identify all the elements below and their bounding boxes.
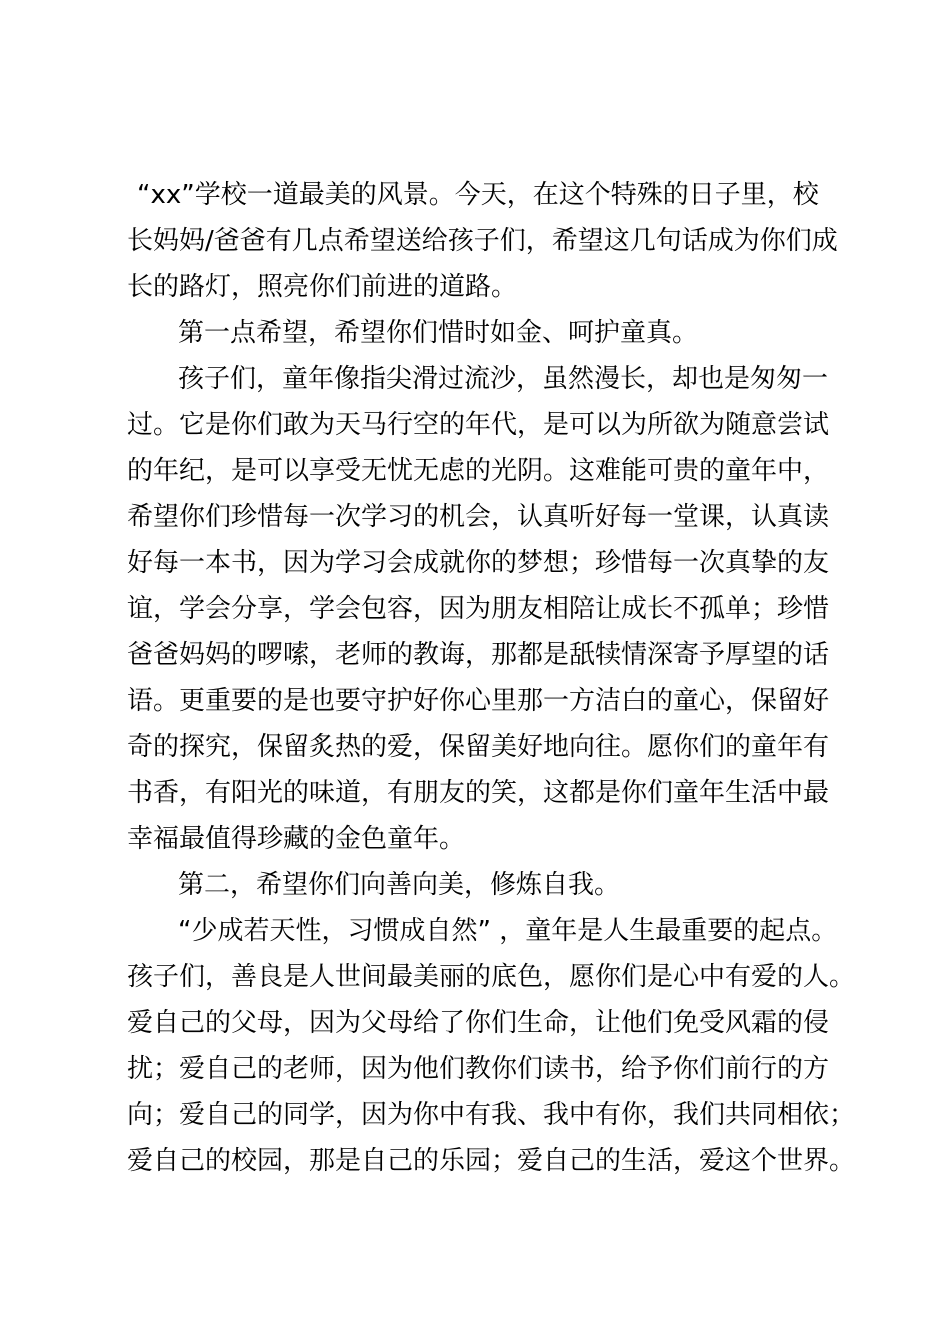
text-line: 希望你们珍惜每一次学习的机会，认真听好每一堂课，认真读	[127, 502, 830, 532]
text-line: 幸福最值得珍藏的金色童年。	[127, 824, 466, 854]
text-line: 向；爱自己的同学，因为你中有我、我中有你，我们共同相依；	[127, 1100, 856, 1130]
text-line: 爱自己的校园，那是自己的乐园；爱自己的生活，爱这个世界。	[127, 1146, 856, 1176]
text-line: 长妈妈/爸爸有几点希望送给孩子们，希望这几句话成为你们成	[127, 226, 838, 256]
text-line: 过。它是你们敢为天马行空的年代，是可以为所欲为随意尝试	[127, 410, 830, 440]
text-line: 爸爸妈妈的啰嗦，老师的教诲，那都是舐犊情深寄予厚望的话	[127, 640, 830, 670]
text-line: 的年纪，是可以享受无忧无虑的光阴。这难能可贵的童年中，	[127, 456, 830, 486]
section-heading: 第二，希望你们向善向美，修炼自我。	[178, 870, 621, 900]
text-line: 奇的探究，保留炙热的爱，保留美好地向往。愿你们的童年有	[127, 732, 830, 762]
text-line: 书香，有阳光的味道，有朋友的笑，这都是你们童年生活中最	[127, 778, 830, 808]
text-line: 孩子们，善良是人世间最美丽的底色，愿你们是心中有爱的人。	[127, 962, 856, 992]
text-line: 语。更重要的是也要守护好你心里那一方洁白的童心，保留好	[127, 686, 830, 716]
text-line: 扰；爱自己的老师，因为他们教你们读书，给予你们前行的方	[127, 1054, 830, 1084]
section-heading: 第一点希望，希望你们惜时如金、呵护童真。	[178, 318, 699, 348]
text-line: 谊，学会分享，学会包容，因为朋友相陪让成长不孤单；珍惜	[127, 594, 830, 624]
text-line: “少成若天性，习惯成自然” ，童年是人生最重要的起点。	[178, 916, 838, 946]
text-line: 爱自己的父母，因为父母给了你们生命，让他们免受风霜的侵	[127, 1008, 830, 1038]
text-line: 好每一本书，因为学习会成就你的梦想；珍惜每一次真挚的友	[127, 548, 830, 578]
text-line: “xx”学校一道最美的风景。今天，在这个特殊的日子里，校	[137, 180, 819, 210]
text-line: 孩子们，童年像指尖滑过流沙，虽然漫长，却也是匆匆一	[178, 364, 829, 394]
text-line: 长的路灯，照亮你们前进的道路。	[127, 272, 518, 302]
